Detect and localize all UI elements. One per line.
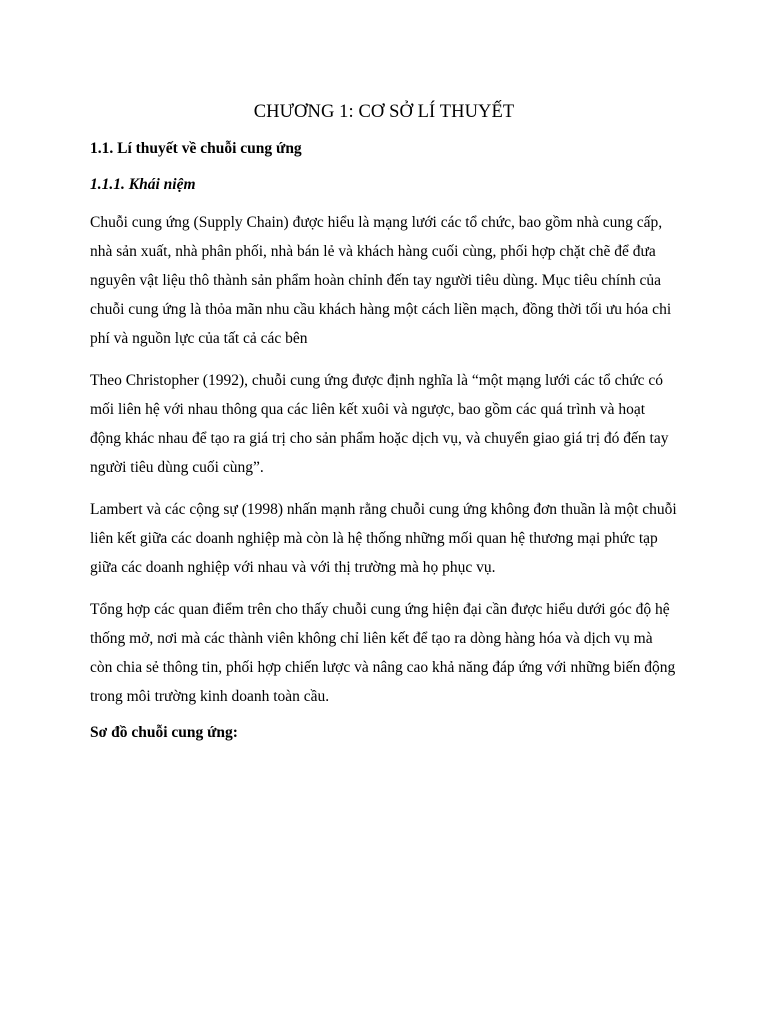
chapter-title: CHƯƠNG 1: CƠ SỞ LÍ THUYẾT: [253, 102, 515, 122]
paragraph-lambert: Lambert và các cộng sự (1998) nhấn mạnh rằng chuỗi cung ứng không đơn thuần là một chuỗi liên kết giữa các doanh nghiệp mà còn là hệ thống những mối quan hệ thương mại phức tạp giữa các doanh nghiệp với nhau và với thị trường mà họ phục vụ.: [90, 501, 677, 576]
document-body: [90, 98, 678, 744]
paragraph-definition: Chuỗi cung ứng (Supply Chain) được hiểu là mạng lưới các tổ chức, bao gồm nhà cung cấp, nhà sản xuất, nhà phân phối, nhà bán lẻ và khách hàng cuối cùng, phối hợp chặt chẽ để đưa nguyên vật liệu thô thành sản phẩm hoàn chỉnh đến tay người tiêu dùng. Mục tiêu chính của chuỗi cung ứng là thỏa mãn nhu cầu khách hàng một cách liền mạch, đồng thời tối ưu hóa chi phí và nguồn lực của tất cả các bên: [90, 214, 672, 347]
subsection-heading: 1.1.1. Khái niệm: [90, 176, 196, 193]
paragraph-summary: Tổng hợp các quan điểm trên cho thấy chuỗi cung ứng hiện đại cần được hiểu dưới góc độ hệ thống mở, nơi mà các thành viên không chỉ liên kết để tạo ra dòng hàng hóa và dịch vụ mà còn chia sẻ thông tin, phối hợp chiến lược và nâng cao khả năng đáp ứng với những biến động trong môi trường kinh doanh toàn cầu.: [90, 601, 676, 705]
section-heading: 1.1. Lí thuyết về chuỗi cung ứng: [90, 140, 302, 157]
diagram-heading: Sơ đồ chuỗi cung ứng:: [90, 724, 238, 741]
paragraph-christopher: Theo Christopher (1992), chuỗi cung ứng được định nghĩa là “một mạng lưới các tổ chức có mối liên hệ với nhau thông qua các liên kết xuôi và ngược, bao gồm các quá trình và hoạt động khác nhau để tạo ra giá trị cho sản phẩm hoặc dịch vụ, và chuyển giao giá trị đó đến tay người tiêu dùng cuối cùng”.: [90, 372, 669, 476]
